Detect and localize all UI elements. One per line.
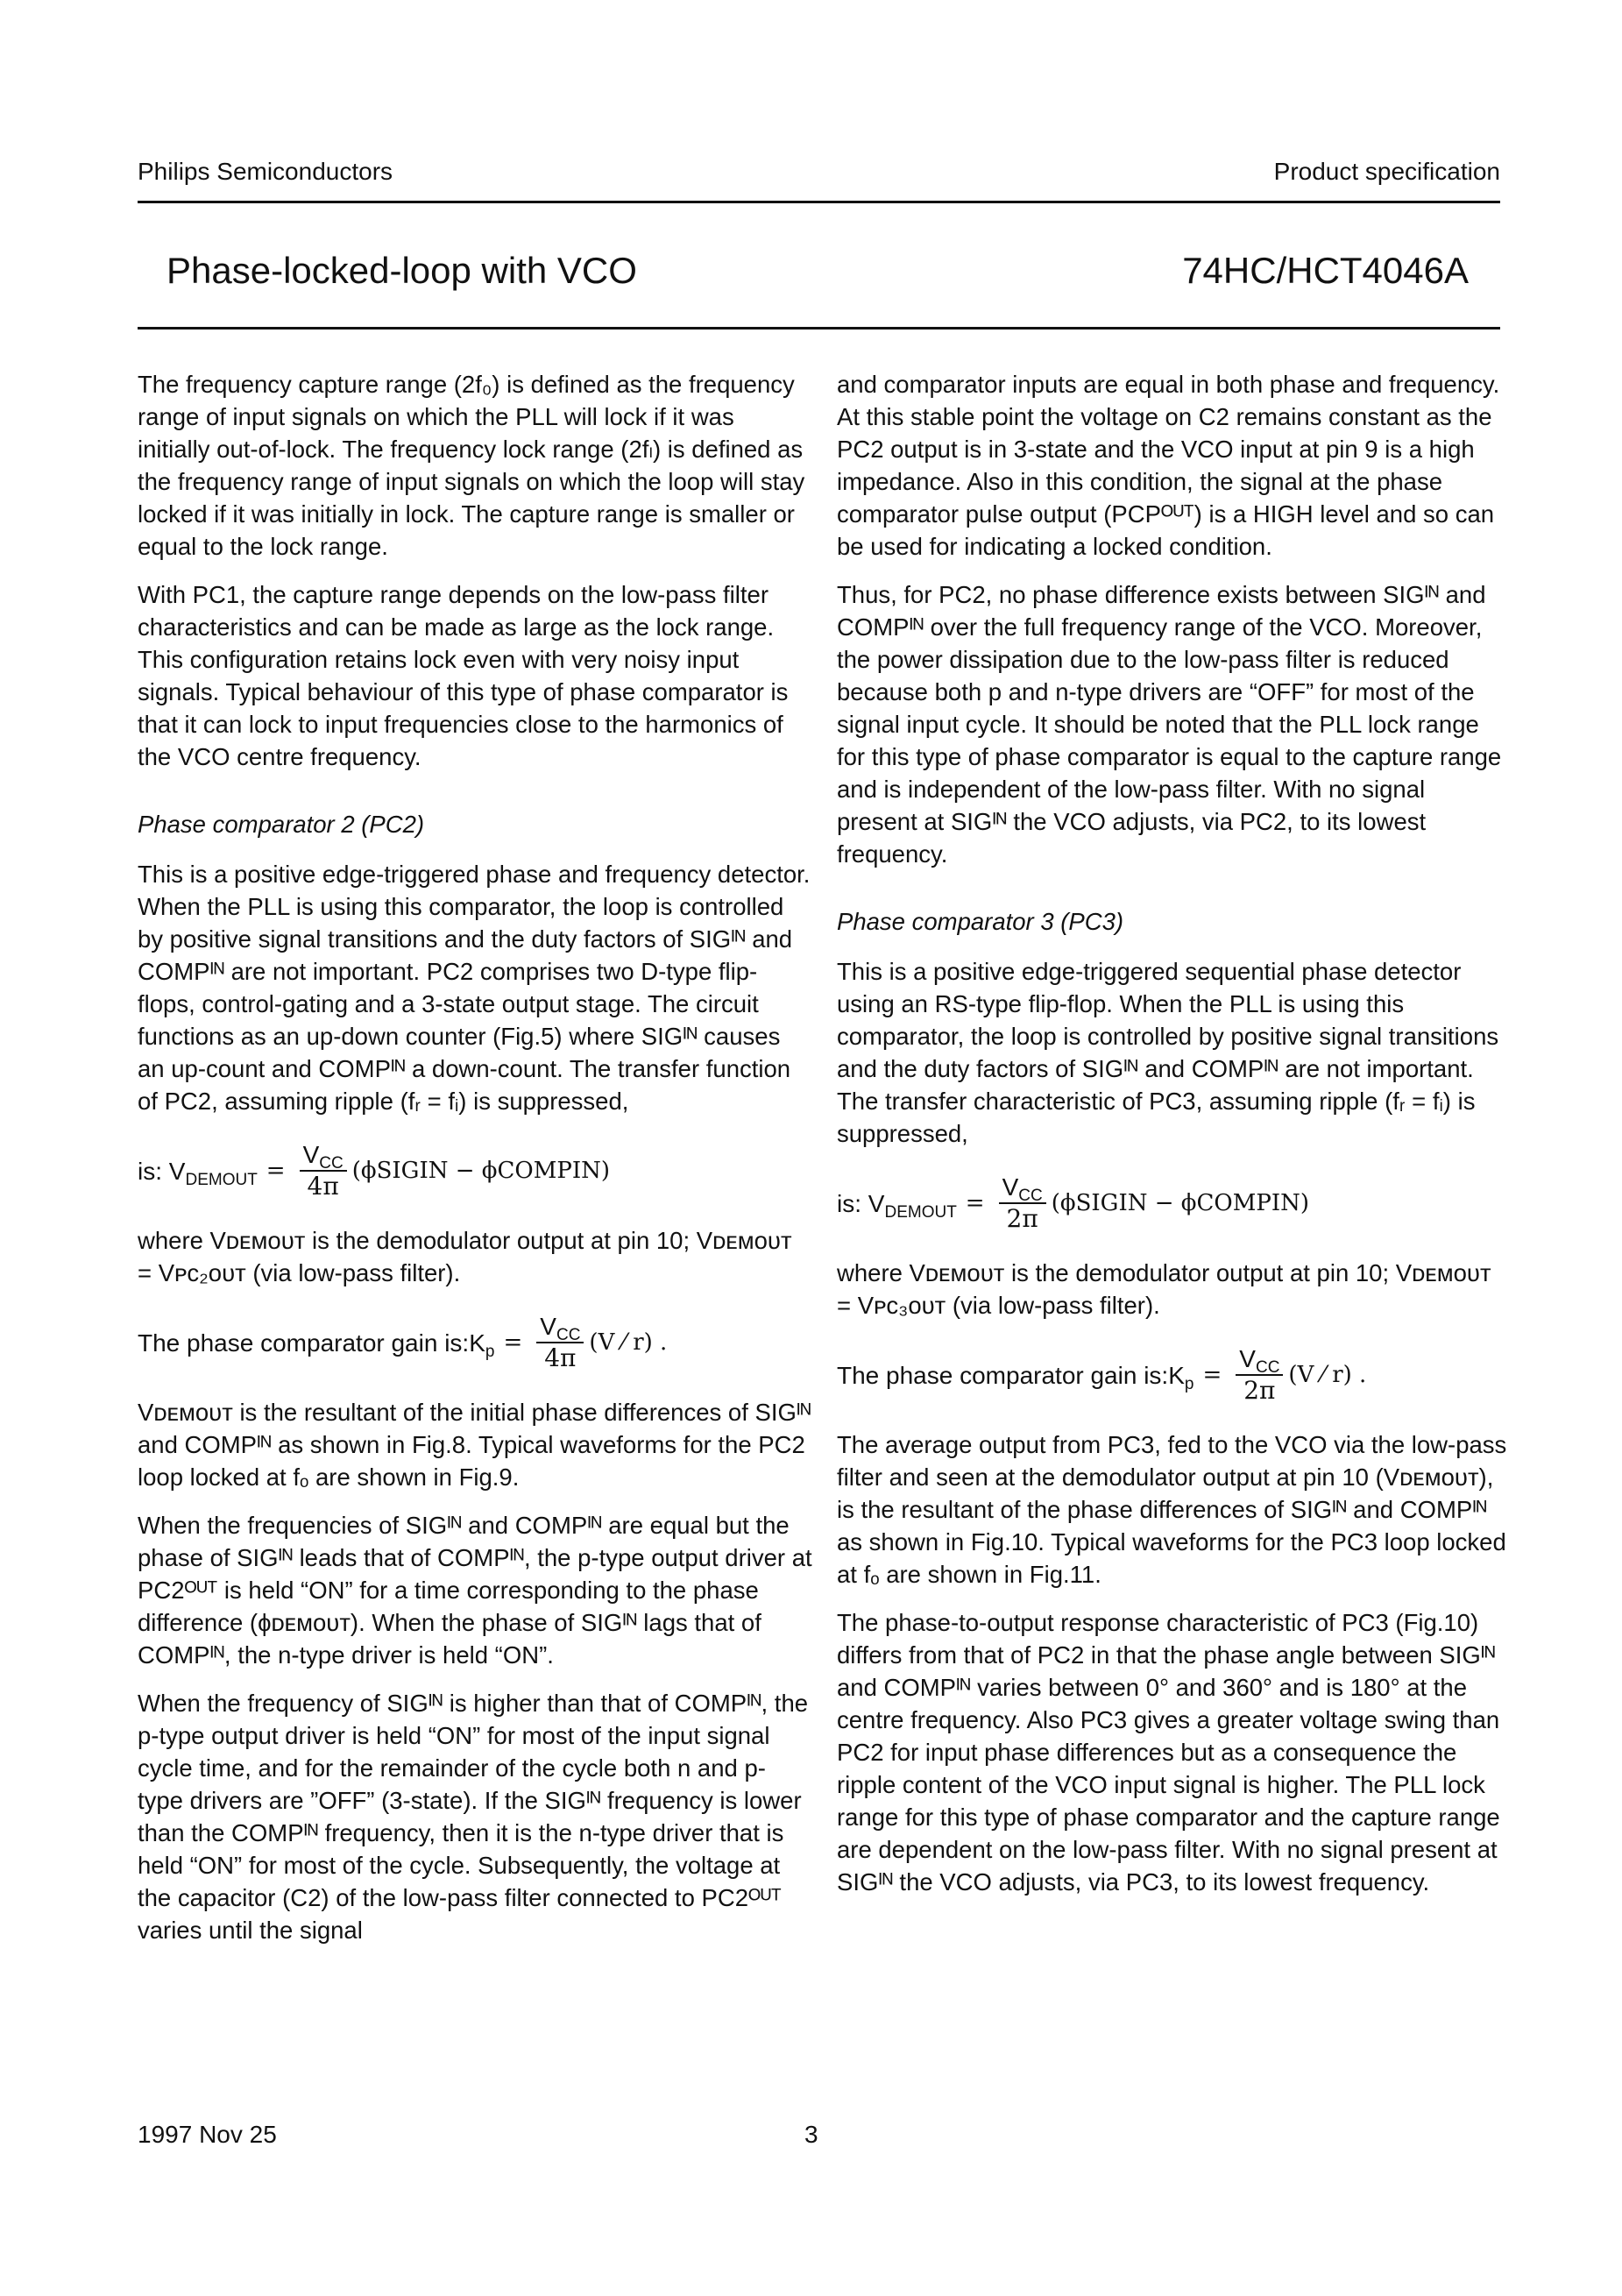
gain-unit: (V ⁄ r) . [589, 1329, 668, 1356]
right-paragraph-pc3-intro: This is a positive edge-triggered sequential phase detector using an RS-type flip-flop. When the PLL is using this comparator, the loop is controlled by positive signal transitions and the duty factors of SIGᴵᴺ and COMPᴵᴺ are not important. The transfer characteristic of PC3, assuming ripple (fᵣ = fᵢ) is suppressed, [837, 958, 1499, 1147]
left-paragraph-noise: This configuration retains lock even with very noisy input signals. Typical behaviour of this type of phase comparator is that it can lock to input frequencies close to the harmonics of the VCO centre frequency. [138, 646, 789, 770]
gain-unit: (V ⁄ r) . [1288, 1361, 1367, 1388]
page-number: 3 [804, 2121, 818, 2148]
pc3-gain-equation: The phase comparator gain is: $K_p$ = $\frac{V_{CC}}{2\pi}$ (V ⁄ r) . [837, 1345, 1367, 1405]
gain-fraction: $\frac{V_{CC}}{4\pi}$ [536, 1313, 584, 1372]
footer-date: 1997 Nov 25 [138, 2121, 277, 2148]
heading-pc2: Phase comparator 2 (PC2) [138, 811, 425, 838]
eq-fraction: $\frac{V_{CC}}{4\pi}$ [300, 1141, 347, 1201]
page-title: Phase-locked-loop with VCO [166, 250, 637, 291]
eq-prefix: is: [837, 1189, 861, 1217]
right-paragraph-stable-point: and comparator inputs are equal in both phase and frequency. At this stable point the voltage on C2 remains constant as the PC2 output is in 3-state and the VCO input at pin 9 is a high impedance. Also in this condition, the signal at the phase comparator pulse output (PCPᴼᵁᵀ) is a HIGH level and so can be used for indicating a locked condition. [837, 371, 1500, 560]
eq-lhs: $V_{DEMOUT}$ [168, 1157, 258, 1189]
header-rule-top [138, 201, 1500, 203]
right-paragraph-demout: where Vᴅᴇᴍᴏᴜᴛ is the demodulator output at pin 10; Vᴅᴇᴍᴏᴜᴛ = Vᴘᴄ₃ᴏᴜᴛ (via low-pass filter). [837, 1259, 1491, 1319]
pc3-transfer-equation: is: $V_{DEMOUT}$ = $\frac{V_{CC}}{2\pi}$ (ϕSIGIN − ϕCOMPIN) [837, 1173, 1309, 1233]
left-paragraph-pc2-intro: This is a positive edge-triggered phase and frequency detector. When the PLL is using this comparator, the loop is controlled by positive signal transitions and the duty factors of SIGᴵᴺ and COMPᴵᴺ are not important. PC2 comprises two D-type flip-flops, control-gating and a 3-state output stage. The circuit functions as an up-down counter (Fig.5) where SIGᴵᴺ causes an up-count and COMPᴵᴺ a down-count. The transfer function of PC2, assuming ripple (fᵣ = fᵢ) is suppressed, [138, 861, 811, 1115]
gain-fraction: $\frac{V_{CC}}{2\pi}$ [1236, 1345, 1283, 1405]
eq-lhs: $V_{DEMOUT}$ [868, 1189, 957, 1222]
gain-k: $K_p$ [1168, 1361, 1194, 1393]
pc2-transfer-equation: is: $V_{DEMOUT}$ = $\frac{V_{CC}}{4\pi}$ (ϕSIGIN − ϕCOMPIN) [138, 1141, 610, 1201]
left-paragraph-phase-lead: When the frequencies of SIGᴵᴺ and COMPᴵᴺ are equal but the phase of SIGᴵᴺ leads that of COMPᴵᴺ, the p-type output driver at PC2ᴼᵁᵀ is held “ON” for a time corresponding to the phase difference (ϕᴅᴇᴍᴏᴜᴛ). When the phase of SIGᴵᴺ lags that of COMPᴵᴺ, the n-type driver is held “ON”. [138, 1512, 812, 1669]
left-paragraph-frequency-higher: When the frequency of SIGᴵᴺ is higher than that of COMPᴵᴺ, the p-type output driver is held “ON” for most of the input signal cycle time, and for the remainder of the cycle both n and p- type drivers are ”OFF” (3-state). If the SIGᴵᴺ frequency is lower than the COMPᴵᴺ frequency, then it is the n-type driver that is held “ON” for most of the cycle. Subsequently, the voltage at the capacitor (C2) of the low-pass filter connected to PC2ᴼᵁᵀ varies until the signal [138, 1690, 809, 1944]
left-column [138, 368, 812, 1962]
gain-label: The phase comparator gain is: [138, 1329, 470, 1357]
eq-fraction: $\frac{V_{CC}}{2\pi}$ [999, 1173, 1046, 1233]
eq-rhs: (ϕSIGIN − ϕCOMPIN) [1051, 1189, 1309, 1216]
right-paragraph-no-phase-difference: Thus, for PC2, no phase difference exists between SIGᴵᴺ and COMPᴵᴺ over the full frequency range of the VCO. Moreover, the power dissipation due to the low-pass filter is reduced because both p and n-type drivers are “OFF” for most of the signal input cycle. It should be noted that the PLL lock range for this type of phase comparator is equal to the capture range and is independent of the low-pass filter. With no signal present at SIGᴵᴺ the VCO adjusts, via PC2, to its lowest frequency. [837, 581, 1502, 868]
right-paragraph-response-characteristic: The phase-to-output response characteristic of PC3 (Fig.10) differs from that of PC2 in that the phase angle between SIGᴵᴺ and COMPᴵᴺ varies between 0° and 360° and is 180° at the centre frequency. Also PC3 gives a greater voltage swing than PC2 for input phase differences but as a consequence the ripple content of the VCO input signal is higher. The PLL lock range for this type of phase comparator and the capture range are dependent on the low-pass filter. With no signal present at SIGᴵᴺ the VCO adjusts, via PC3, to its lowest frequency. [837, 1609, 1500, 1896]
left-paragraph-pc1: With PC1, the capture range depends on the low-pass filter characteristics and can be made as large as the lock range. [138, 581, 775, 641]
pc2-gain-equation: The phase comparator gain is: $K_p$ = $\frac{V_{CC}}{4\pi}$ (V ⁄ r) . [138, 1313, 668, 1372]
heading-pc3: Phase comparator 3 (PC3) [837, 908, 1124, 935]
right-column [837, 368, 1512, 1914]
eq-rhs: (ϕSIGIN − ϕCOMPIN) [351, 1157, 610, 1184]
header-company: Philips Semiconductors [138, 158, 393, 185]
left-paragraph-capture-range: The frequency capture range (2f₀) is defined as the frequency range of input signals on which the PLL will lock if it was initially out-of-lock. The frequency lock range (2fₗ) is defined as the frequency range of input signals on which the loop will stay locked if it was initially in lock. The capture range is smaller or equal to the lock range. [138, 371, 805, 560]
left-paragraph-resultant: Vᴅᴇᴍᴏᴜᴛ is the resultant of the initial phase differences of SIGᴵᴺ and COMPᴵᴺ as shown in Fig.8. Typical waveforms for the PC2 loop locked at fₒ are shown in Fig.9. [138, 1399, 811, 1491]
gain-k: $K_p$ [469, 1329, 495, 1361]
header-doc-type: Product specification [1273, 158, 1500, 185]
header-rule-bottom [138, 327, 1500, 330]
eq-prefix: is: [138, 1157, 162, 1185]
right-paragraph-average-output: The average output from PC3, fed to the VCO via the low-pass filter and seen at the demodulator output at pin 10 (Vᴅᴇᴍᴏᴜᴛ), is the resultant of the phase differences of SIGᴵᴺ and COMPᴵᴺ as shown in Fig.10. Typical waveforms for the PC3 loop locked at fₒ are shown in Fig.11. [837, 1431, 1507, 1588]
part-number: 74HC/HCT4046A [1182, 250, 1469, 291]
gain-label: The phase comparator gain is: [837, 1361, 1169, 1389]
left-paragraph-demout: where Vᴅᴇᴍᴏᴜᴛ is the demodulator output at pin 10; Vᴅᴇᴍᴏᴜᴛ = Vᴘᴄ₂ᴏᴜᴛ (via low-pass filter). [138, 1227, 792, 1286]
